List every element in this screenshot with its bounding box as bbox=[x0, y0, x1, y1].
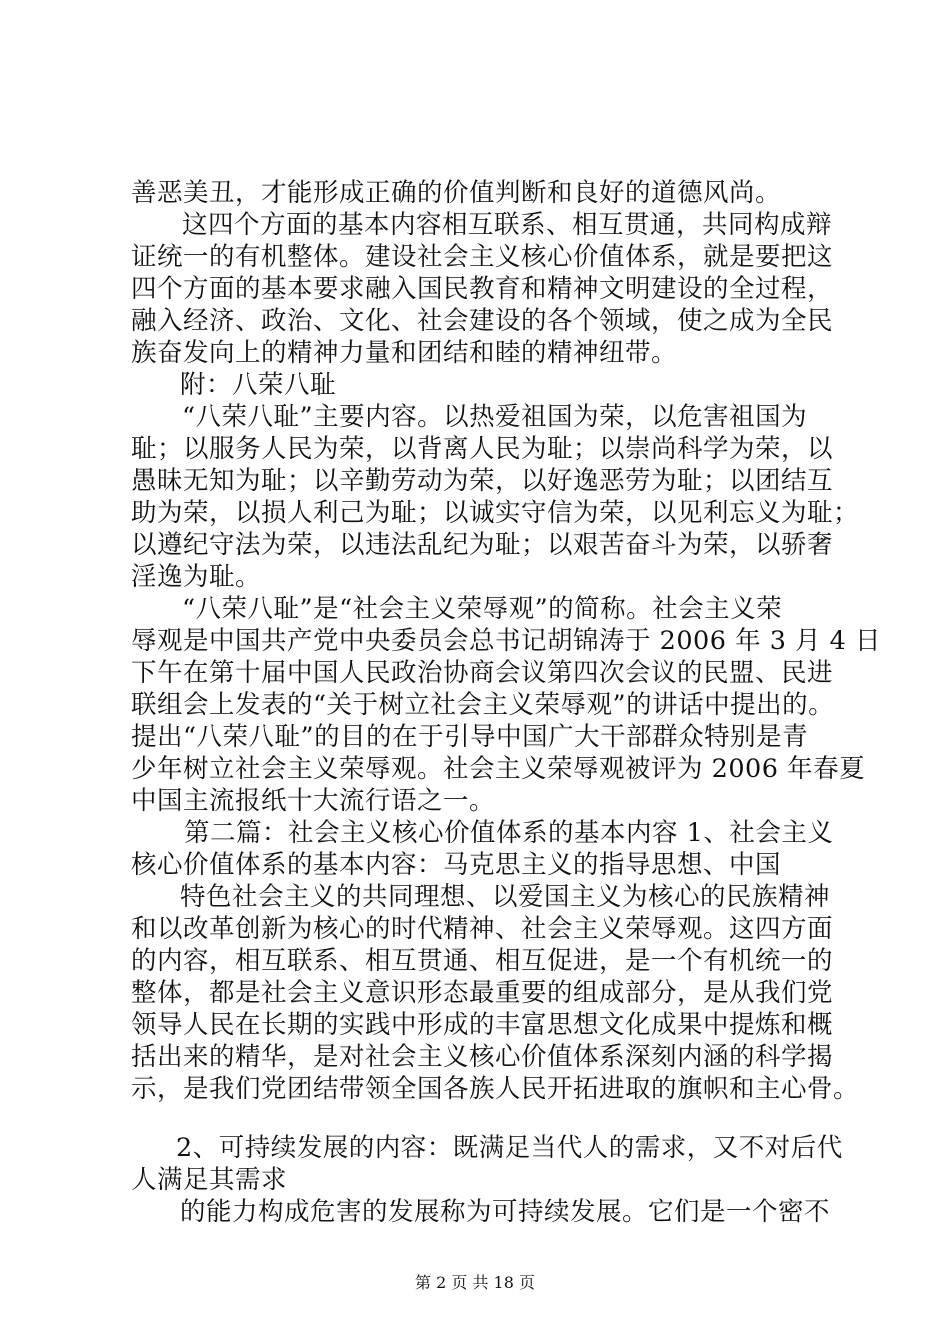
text-line: 以遵纪守法为荣，以违法乱纪为耻；以艰苦奋斗为荣，以骄奢 bbox=[131, 530, 834, 560]
text-line: 四个方面的基本要求融入国民教育和精神文明建设的全过程， bbox=[131, 274, 834, 304]
text-line: 中国主流报纸十大流行语之一。 bbox=[131, 786, 496, 816]
text-line: 联组会上发表的“关于树立社会主义荣辱观”的讲话中提出的。 bbox=[131, 690, 835, 720]
text-line: 助为荣，以损人利己为耻；以诚实守信为荣，以见利忘义为耻； bbox=[131, 498, 860, 528]
text-line: 善恶美丑，才能形成正确的价值判断和良好的道德风尚。 bbox=[131, 178, 782, 208]
text-line: 括出来的精华，是对社会主义核心价值体系深刻内涵的科学揭 bbox=[131, 1042, 834, 1072]
text-line: “八荣八耻”主要内容。以热爱祖国为荣，以危害祖国为 bbox=[182, 402, 808, 432]
text-line: 提出“八荣八耻”的目的在于引导中国广大干部群众特别是青 bbox=[131, 722, 809, 752]
text-line: 下午在第十届中国人民政治协商会议第四次会议的民盟、民进 bbox=[131, 658, 834, 688]
text-line: “八荣八耻”是“社会主义荣辱观”的简称。社会主义荣 bbox=[182, 594, 783, 624]
text-line: 人满足其需求 bbox=[131, 1165, 288, 1195]
text-line: 这四个方面的基本内容相互联系、相互贯通，共同构成辩 bbox=[182, 210, 833, 240]
text-line: 2、可持续发展的内容：既满足当代人的需求，又不对后代 bbox=[176, 1133, 843, 1163]
text-line: 愚昧无知为耻；以辛勤劳动为荣，以好逸恶劳为耻；以团结互 bbox=[131, 466, 834, 496]
text-line: 耻；以服务人民为荣，以背离人民为耻；以崇尚科学为荣，以 bbox=[131, 434, 834, 464]
section-heading: 附：八荣八耻 bbox=[180, 370, 337, 400]
text-line: 整体，都是社会主义意识形态最重要的组成部分，是从我们党 bbox=[131, 978, 834, 1008]
text-line: 淫逸为耻。 bbox=[131, 562, 262, 592]
text-line: 融入经济、政治、文化、社会建设的各个领域，使之成为全民 bbox=[131, 306, 834, 336]
text-line: 的能力构成危害的发展称为可持续发展。它们是一个密不 bbox=[180, 1197, 831, 1227]
section-heading: 第二篇：社会主义核心价值体系的基本内容 1、社会主义 bbox=[184, 818, 834, 848]
text-line: 和以改革创新为核心的时代精神、社会主义荣辱观。这四方面 bbox=[131, 914, 834, 944]
text-line: 证统一的有机整体。建设社会主义核心价值体系，就是要把这 bbox=[131, 242, 834, 272]
text-line: 示，是我们党团结带领全国各族人民开拓进取的旗帜和主心骨。 bbox=[131, 1074, 860, 1104]
page-footer: 第 2 页 共 18 页 bbox=[415, 1273, 535, 1292]
text-line: 核心价值体系的基本内容：马克思主义的指导思想、中国 bbox=[131, 850, 782, 880]
text-line: 辱观是中国共产党中央委员会总书记胡锦涛于 2006 年 3 月 4 日 bbox=[131, 626, 881, 656]
text-line: 少年树立社会主义荣辱观。社会主义荣辱观被评为 2006 年春夏 bbox=[131, 754, 866, 784]
text-line: 特色社会主义的共同理想、以爱国主义为核心的民族精神 bbox=[180, 882, 831, 912]
text-line: 领导人民在长期的实践中形成的丰富思想文化成果中提炼和概 bbox=[131, 1010, 834, 1040]
text-line: 族奋发向上的精神力量和团结和睦的精神纽带。 bbox=[131, 338, 678, 368]
text-line: 的内容，相互联系、相互贯通、相互促进，是一个有机统一的 bbox=[131, 946, 834, 976]
